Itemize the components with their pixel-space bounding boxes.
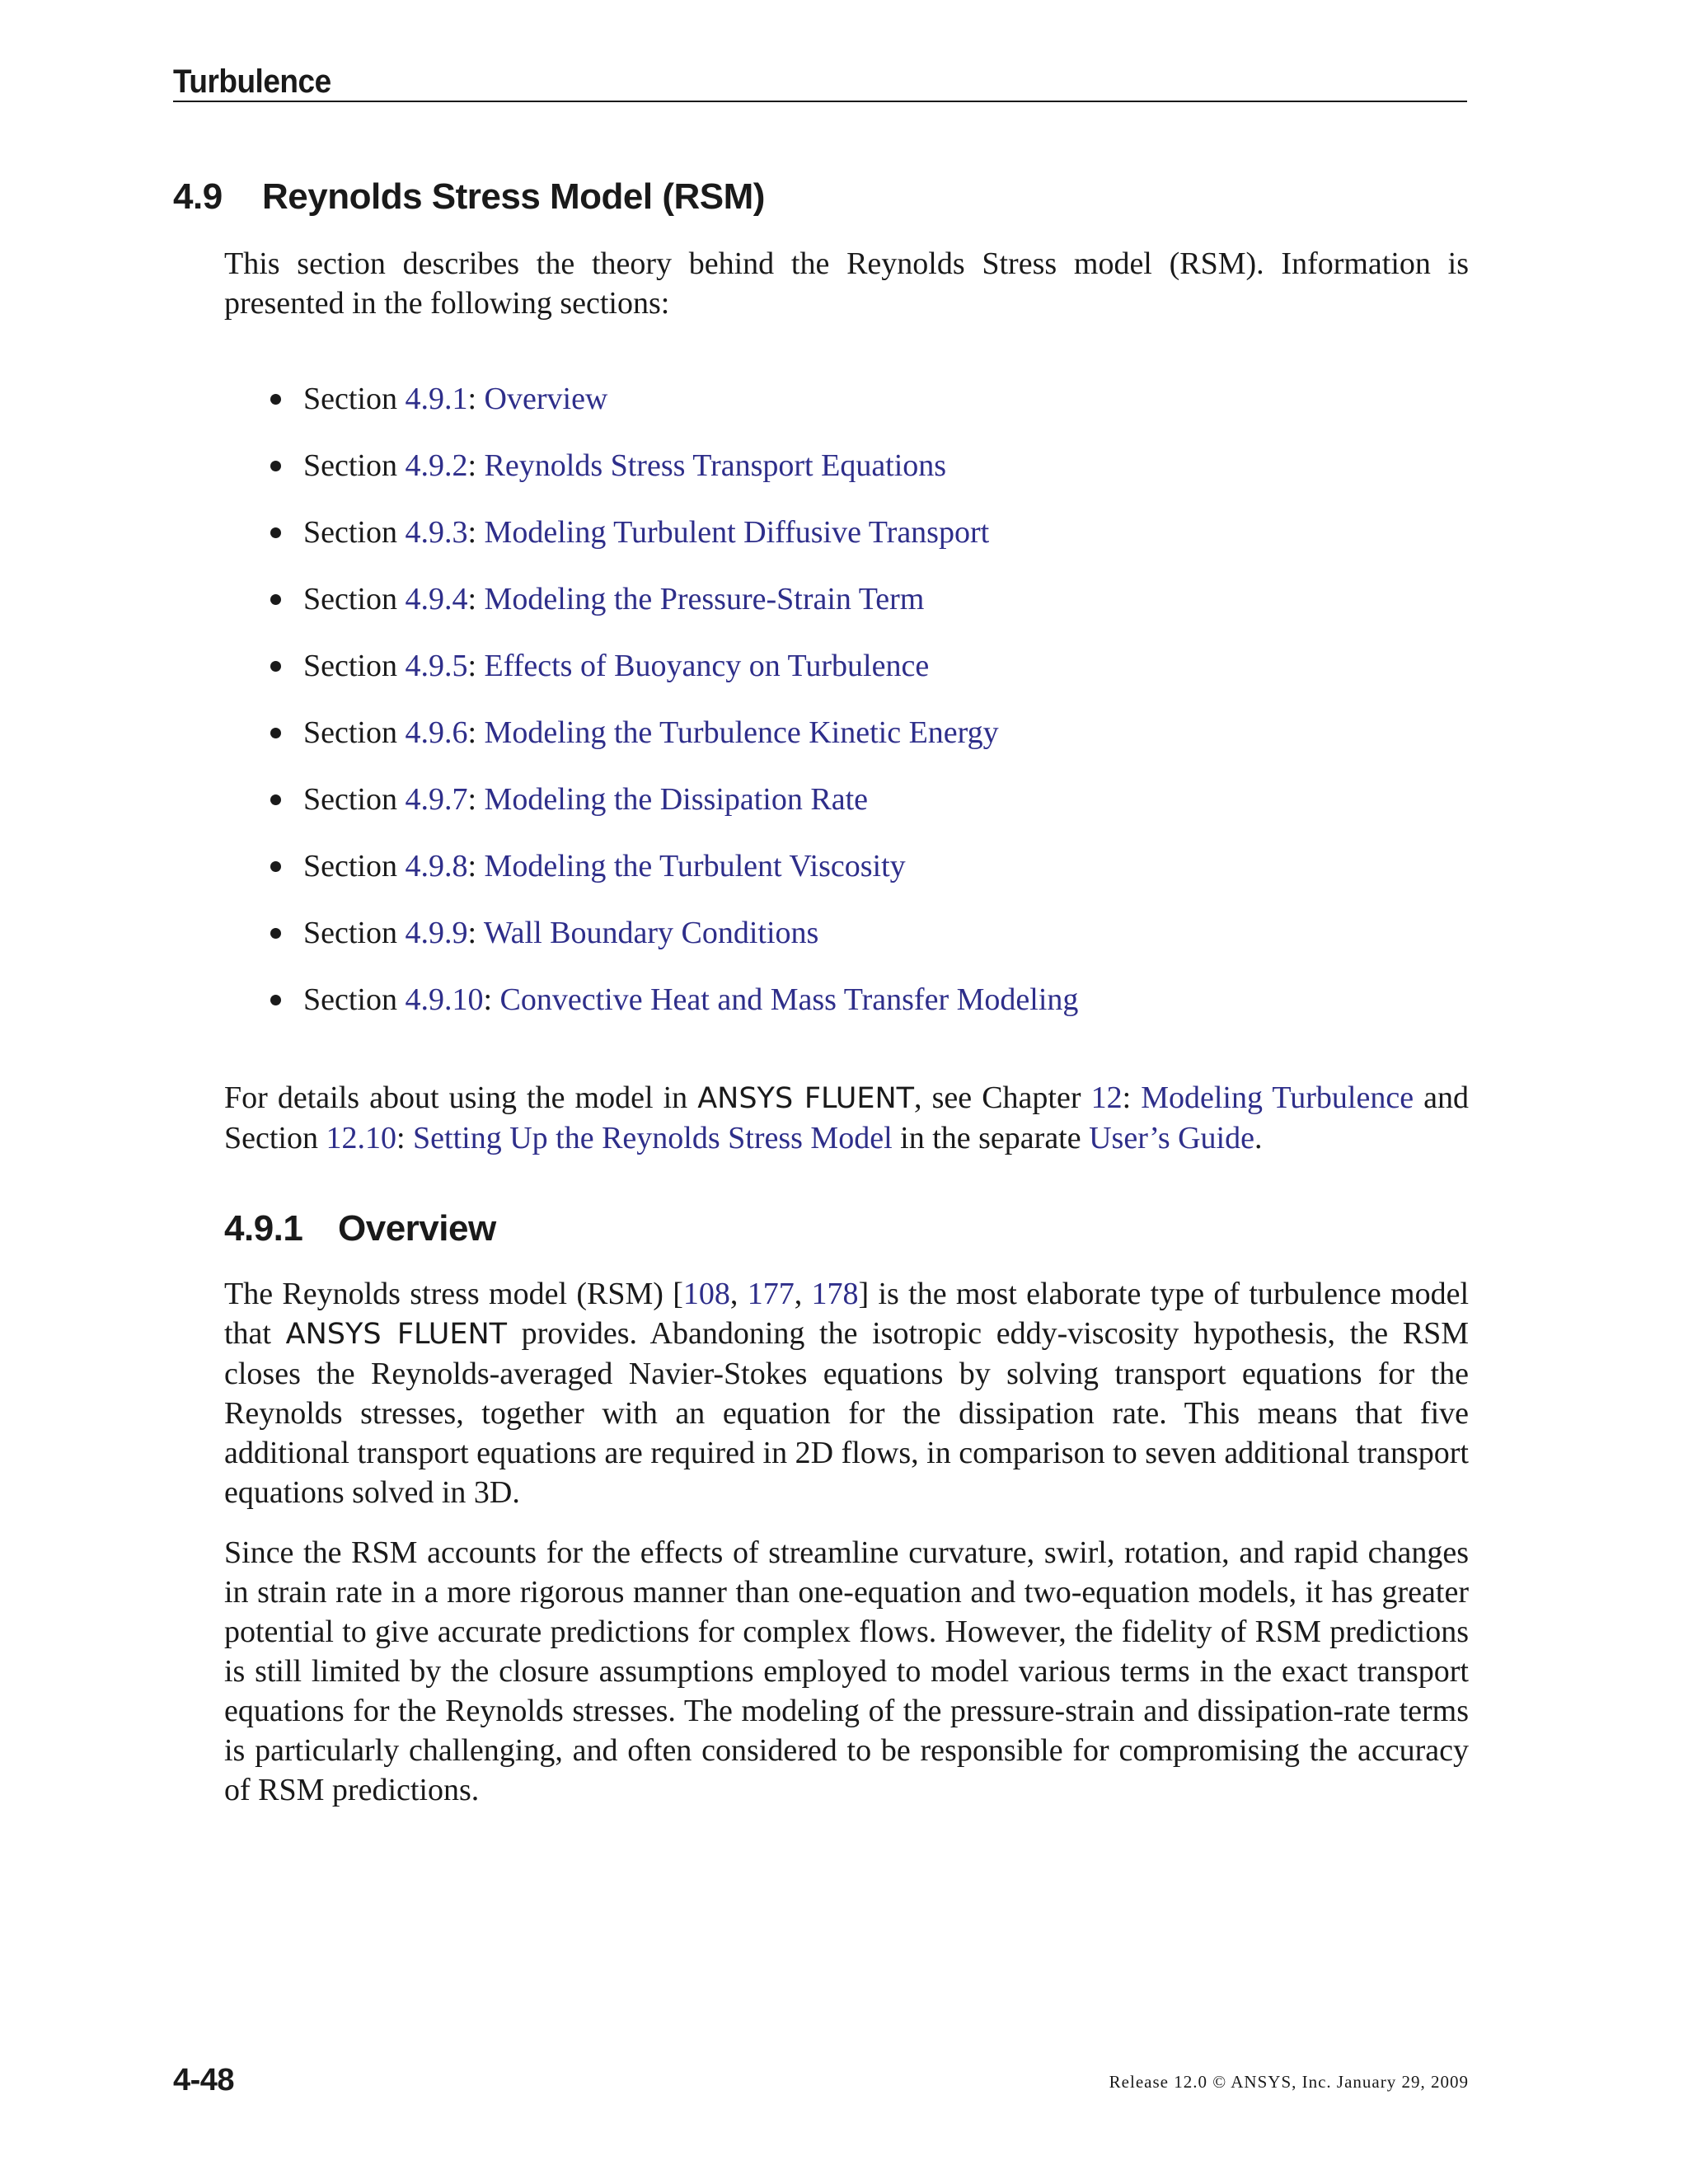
section-link-title[interactable]: Modeling the Turbulence Kinetic Energy	[484, 715, 999, 750]
text-run: in the separate	[892, 1121, 1090, 1155]
overview-paragraph-1	[224, 1274, 1469, 1512]
list-prefix: Section	[303, 782, 397, 817]
release-info: Release 12.0 © ANSYS, Inc. January 29, 2009	[1109, 2072, 1469, 2092]
list-prefix: Section	[303, 582, 397, 616]
page-number: 4-48	[173, 2063, 235, 2097]
chapter-link-number[interactable]: 12	[1090, 1080, 1123, 1115]
bullet-icon	[270, 928, 281, 939]
section-link-number[interactable]: 4.9.4	[405, 582, 468, 616]
section-link-number[interactable]: 4.9.1	[405, 382, 468, 416]
citation-link[interactable]: 177	[747, 1277, 795, 1311]
section-link-number[interactable]: 12.10	[326, 1121, 396, 1155]
section-link-number[interactable]: 4.9.2	[405, 448, 468, 483]
bullet-icon	[270, 995, 281, 1005]
text-run: For details about using the model in	[224, 1080, 698, 1115]
list-item: Section 4.9.6: Modeling the Turbulence Kinetic Energy	[265, 710, 1469, 776]
list-prefix: Section	[303, 715, 397, 750]
subsection-title: Overview	[338, 1208, 496, 1249]
list-item: Section 4.9.2: Reynolds Stress Transport Equations	[265, 443, 1469, 509]
users-guide-link[interactable]: User’s Guide	[1089, 1121, 1254, 1155]
list-item: Section 4.9.3: Modeling Turbulent Diffusive Transport	[265, 509, 1469, 576]
list-item: Section 4.9.4: Modeling the Pressure-Strain Term	[265, 576, 1469, 643]
section-heading	[173, 176, 1467, 218]
overview-paragraph-2: Since the RSM accounts for the effects of streamline curvature, swirl, rotation, and rapid changes in strain rate in a more rigorous manner than one-equation and two-equation models, it has greater potential to give accurate predictions for complex flows. However, the fidelity of RSM predictions is still limited by the closure assumptions employed to model various terms in the exact transport equations for the Reynolds stresses. The modeling of the pressure-strain and dissipation-rate terms is particularly challenging, and often considered to be responsible for compromising the accuracy of RSM predictions.	[224, 1535, 1469, 1807]
list-item: Section 4.9.8: Modeling the Turbulent Viscosity	[265, 843, 1469, 910]
subsection-heading	[224, 1208, 1469, 1249]
header-rule	[173, 101, 1467, 102]
list-prefix: Section	[303, 515, 397, 550]
section-link-title[interactable]: Modeling the Turbulent Viscosity	[484, 849, 906, 883]
list-item: Section 4.9.10: Convective Heat and Mass Transfer Modeling	[265, 977, 1469, 1043]
section-link-title[interactable]: Convective Heat and Mass Transfer Modeling	[499, 982, 1079, 1017]
list-prefix: Section	[303, 849, 397, 883]
citation-link[interactable]: 178	[811, 1277, 859, 1311]
product-name: ANSYS FLUENT	[697, 1082, 915, 1115]
bullet-icon	[270, 594, 281, 605]
bullet-icon	[270, 461, 281, 471]
text-run: , see Chapter	[914, 1080, 1091, 1115]
list-item: Section 4.9.1: Overview	[265, 376, 1469, 443]
section-link-title[interactable]: Overview	[484, 382, 608, 416]
subsection-number: 4.9.1	[224, 1208, 303, 1249]
citation-link[interactable]: 108	[682, 1277, 730, 1311]
text-run: ] is the most elaborate type of turbulence model that	[224, 1277, 1470, 1351]
section-title: Reynolds Stress Model (RSM)	[262, 176, 765, 217]
section-link-number[interactable]: 4.9.6	[405, 715, 468, 750]
intro-paragraph: This section describes the theory behind the Reynolds Stress model (RSM). Information is presented in the following sections:	[224, 246, 1469, 321]
text-run: and Section	[224, 1080, 1470, 1155]
text-run: :	[396, 1121, 414, 1155]
text-run: :	[1122, 1080, 1142, 1115]
list-prefix: Section	[303, 448, 397, 483]
section-link-title[interactable]: Reynolds Stress Transport Equations	[484, 448, 947, 483]
list-prefix: Section	[303, 916, 397, 950]
list-prefix: Section	[303, 649, 397, 683]
section-link-title[interactable]: Setting Up the Reynolds Stress Model	[413, 1121, 893, 1155]
bullet-icon	[270, 394, 281, 405]
text-run: The Reynolds stress model (RSM) [	[224, 1277, 683, 1311]
section-link-number[interactable]: 4.9.5	[405, 649, 468, 683]
section-link-title[interactable]: Modeling the Pressure-Strain Term	[484, 582, 925, 616]
chapter-link-title[interactable]: Modeling Turbulence	[1141, 1080, 1414, 1115]
list-prefix: Section	[303, 382, 397, 416]
list-prefix: Section	[303, 982, 397, 1017]
bullet-icon	[270, 794, 281, 805]
text-run: .	[1254, 1121, 1263, 1155]
section-list	[265, 376, 1469, 1043]
details-paragraph	[224, 1078, 1469, 1158]
section-link-title[interactable]: Modeling the Dissipation Rate	[484, 782, 868, 817]
bullet-icon	[270, 728, 281, 738]
section-link-title[interactable]: Modeling Turbulent Diffusive Transport	[484, 515, 990, 550]
bullet-icon	[270, 661, 281, 672]
section-link-number[interactable]: 4.9.8	[405, 849, 468, 883]
text-run: ,	[794, 1277, 812, 1311]
section-link-number[interactable]: 4.9.10	[405, 982, 484, 1017]
section-link-title[interactable]: Effects of Buoyancy on Turbulence	[484, 649, 930, 683]
bullet-icon	[270, 861, 281, 872]
section-link-title[interactable]: Wall Boundary Conditions	[483, 916, 819, 950]
text-run: ,	[729, 1277, 748, 1311]
section-link-number[interactable]: 4.9.3	[405, 515, 468, 550]
list-item: Section 4.9.9: Wall Boundary Conditions	[265, 910, 1469, 977]
text-run: provides. Abandoning the isotropic eddy-viscosity hypothesis, the RSM closes the Reynolds-averaged Navier-Stokes equations by solving transport equations for the Reynolds stresses, together with an equation for the dissipation rate. This means that five additional transport equations are required in 2D flows, in comparison to seven additional transport equations solved in 3D.	[224, 1316, 1470, 1510]
list-item: Section 4.9.7: Modeling the Dissipation Rate	[265, 776, 1469, 843]
section-number: 4.9	[173, 176, 223, 217]
bullet-icon	[270, 527, 281, 538]
product-name: ANSYS FLUENT	[285, 1318, 508, 1351]
section-link-number[interactable]: 4.9.9	[405, 916, 468, 950]
running-header: Turbulence	[173, 63, 331, 100]
section-link-number[interactable]: 4.9.7	[405, 782, 468, 817]
list-item: Section 4.9.5: Effects of Buoyancy on Turbulence	[265, 643, 1469, 710]
